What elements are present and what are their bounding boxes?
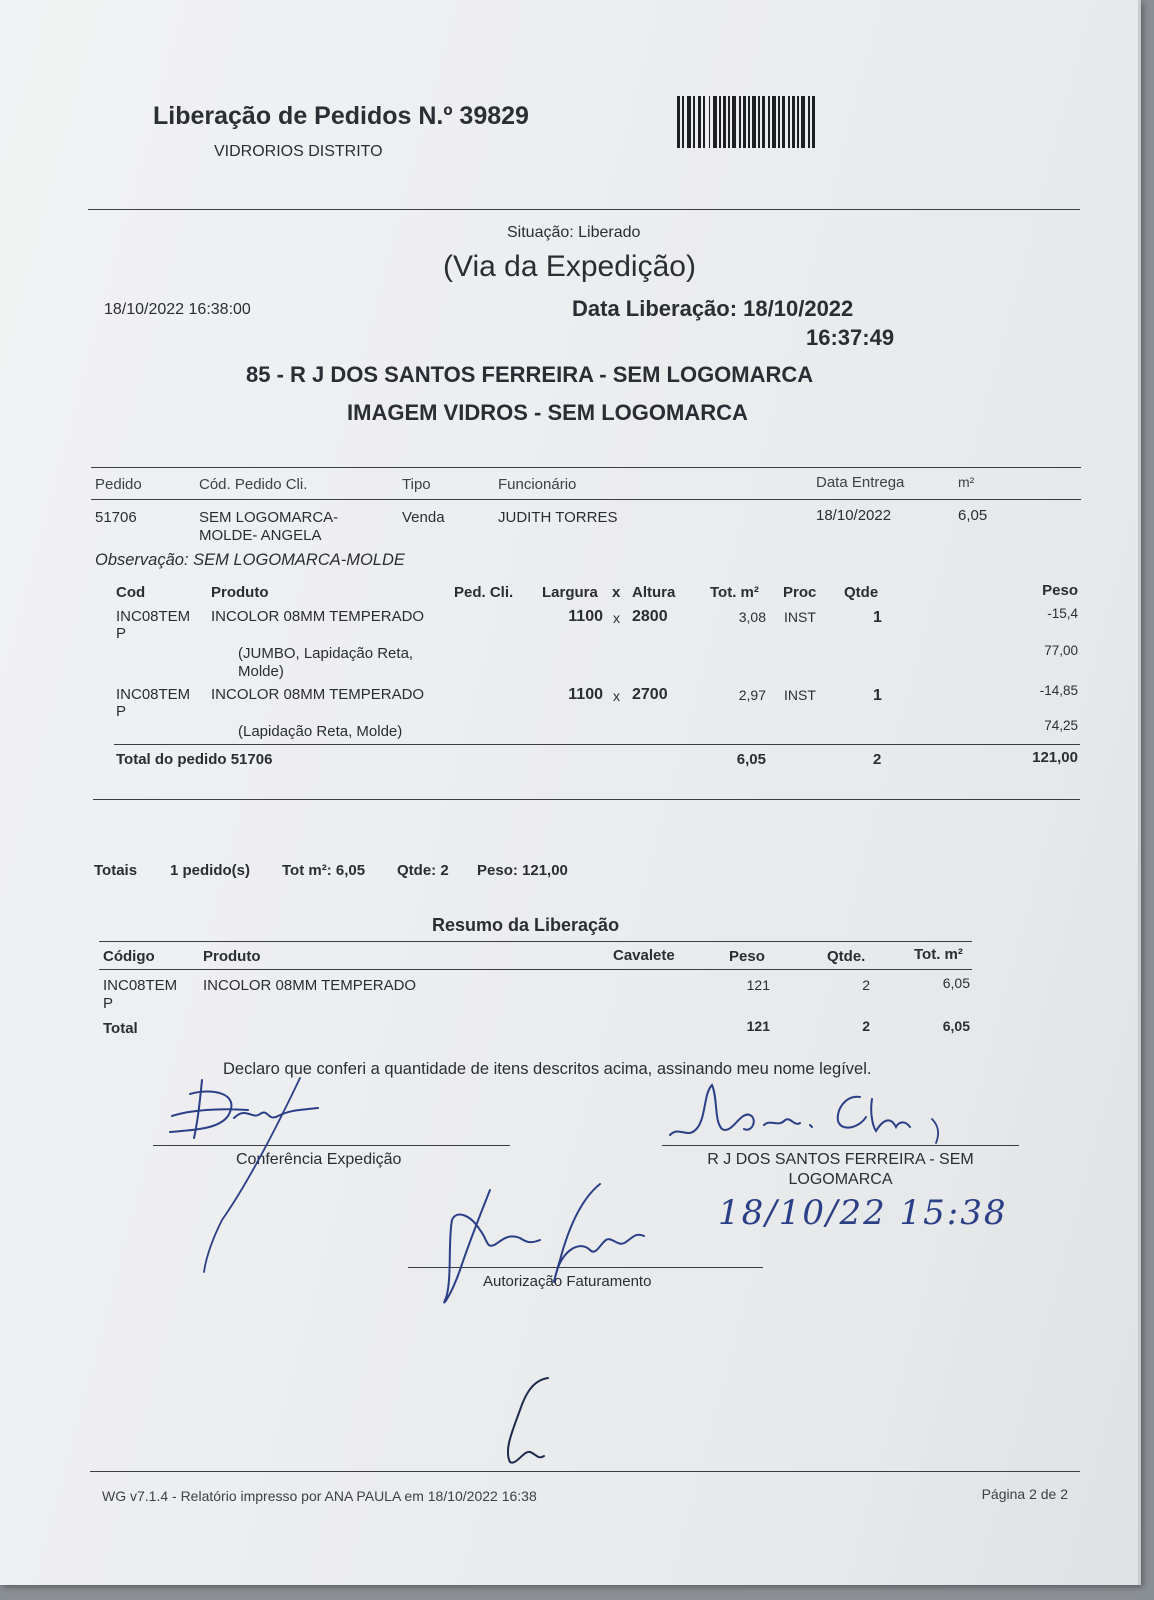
items-total-line xyxy=(114,744,1080,745)
items-total-label: Total do pedido 51706 xyxy=(116,751,273,768)
declaration-text: Declaro que conferi a quantidade de itens descritos acima, assinando meu nome legível. xyxy=(223,1060,872,1078)
resumo-codigo-1: INC08TEM xyxy=(103,977,178,994)
item-2-peso-2: 74,25 xyxy=(1044,718,1078,733)
initials-mark xyxy=(490,1370,570,1470)
items-col-x: x xyxy=(612,584,621,601)
handwritten-datetime: 18/10/22 15:38 xyxy=(718,1193,1008,1233)
resumo-codigo-2: P xyxy=(103,995,114,1012)
resumo-total-peso: 121 xyxy=(746,1018,770,1034)
item-1-detail-2: Molde) xyxy=(238,663,284,680)
items-total-peso: 121,00 xyxy=(1032,749,1078,766)
items-col-proc: Proc xyxy=(783,584,817,601)
item-2-tot-m2: 2,97 xyxy=(738,687,766,703)
resumo-col-qtde: Qtde. xyxy=(827,948,866,965)
item-1-cod-1: INC08TEM xyxy=(116,608,191,625)
signature-caption-client-2: LOGOMARCA xyxy=(788,1171,893,1188)
resumo-col-cavalete: Cavalete xyxy=(613,947,675,964)
resumo-peso: 121 xyxy=(746,977,770,993)
order-tipo: Venda xyxy=(402,509,445,526)
data-liberacao: Data Liberação: 18/10/2022 xyxy=(572,296,854,321)
item-1-peso-1: -15,4 xyxy=(1047,606,1078,621)
items-total-qtde: 2 xyxy=(873,751,882,768)
resumo-total-tot-m2: 6,05 xyxy=(942,1018,970,1034)
totais-peso: Peso: 121,00 xyxy=(477,862,568,879)
item-2-cod-2: P xyxy=(116,703,127,720)
totais-m2: Tot m²: 6,05 xyxy=(282,862,366,879)
printed-datetime: 18/10/2022 16:38:00 xyxy=(104,301,251,318)
header-divider xyxy=(88,209,1080,210)
order-funcionario: JUDITH TORRES xyxy=(498,509,618,526)
order-table-header-line xyxy=(91,499,1081,500)
item-2-qtde: 1 xyxy=(873,687,882,704)
footer-left: WG v7.1.4 - Relatório impresso por ANA PAULA em 18/10/2022 16:38 xyxy=(102,1488,537,1504)
item-2-cod-1: INC08TEM xyxy=(116,686,191,703)
items-col-tot-m2: Tot. m² xyxy=(710,584,759,601)
order-cod-cli-1: SEM LOGOMARCA- xyxy=(199,509,339,526)
resumo-col-codigo: Código xyxy=(103,948,155,965)
items-col-produto: Produto xyxy=(211,584,269,601)
items-col-cod: Cod xyxy=(116,584,146,601)
resumo-produto: INCOLOR 08MM TEMPERADO xyxy=(203,977,417,994)
item-1-altura: 2800 xyxy=(632,608,668,625)
col-funcionario: Funcionário xyxy=(498,476,577,493)
item-1-cod-2: P xyxy=(116,625,127,642)
item-1-detail-1: (JUMBO, Lapidação Reta, xyxy=(238,645,414,662)
resumo-col-produto: Produto xyxy=(203,948,261,965)
totais-label: Totais xyxy=(94,862,138,879)
item-1-qtde: 1 xyxy=(873,609,882,626)
items-col-ped-cli: Ped. Cli. xyxy=(454,584,514,601)
item-2-peso-1: -14,85 xyxy=(1039,683,1078,698)
order-cod-cli-2: MOLDE- ANGELA xyxy=(199,527,322,544)
col-cod-pedido-cli: Cód. Pedido Cli. xyxy=(199,476,308,493)
resumo-top-line xyxy=(99,941,972,942)
items-col-largura: Largura xyxy=(542,584,598,601)
via-label: (Via da Expedição) xyxy=(443,250,696,283)
item-2-altura: 2700 xyxy=(632,686,668,703)
order-pedido: 51706 xyxy=(95,509,137,526)
client-line-1: 85 - R J DOS SANTOS FERREIRA - SEM LOGOMARCA xyxy=(246,362,814,387)
item-1-x: x xyxy=(613,610,620,626)
order-data-entrega: 18/10/2022 xyxy=(816,507,892,524)
totais-pedidos: 1 pedido(s) xyxy=(170,862,251,879)
item-2-produto: INCOLOR 08MM TEMPERADO xyxy=(211,686,425,703)
barcode xyxy=(677,96,853,148)
item-1-largura: 1100 xyxy=(568,608,603,625)
resumo-total-qtde: 2 xyxy=(862,1018,870,1034)
resumo-col-tot-m2: Tot. m² xyxy=(914,946,963,963)
items-col-peso: Peso xyxy=(1042,582,1078,599)
resumo-total-label: Total xyxy=(103,1020,138,1037)
col-m2: m² xyxy=(958,474,975,490)
client-line-2: IMAGEM VIDROS - SEM LOGOMARCA xyxy=(347,400,748,425)
signature-autorizacao xyxy=(430,1180,660,1320)
observacao: Observação: SEM LOGOMARCA-MOLDE xyxy=(95,551,405,569)
items-total-m2: 6,05 xyxy=(736,751,766,768)
order-table-top-line xyxy=(91,467,1081,468)
document-title: Liberação de Pedidos N.º 39829 xyxy=(153,102,529,130)
item-1-peso-2: 77,00 xyxy=(1044,643,1078,658)
item-2-x: x xyxy=(613,688,620,704)
data-liberacao-time: 16:37:49 xyxy=(806,325,895,350)
resumo-title: Resumo da Liberação xyxy=(432,915,620,935)
col-pedido: Pedido xyxy=(95,476,142,493)
situacao: Situação: Liberado xyxy=(507,224,641,241)
signature-caption-client-1: R J DOS SANTOS FERREIRA - SEM xyxy=(707,1151,974,1168)
signature-client xyxy=(660,1075,960,1155)
item-2-proc: INST xyxy=(784,687,816,703)
footer-page-number: Página 2 de 2 xyxy=(981,1486,1068,1502)
resumo-col-peso: Peso xyxy=(729,948,765,965)
signature-caption-conferencia: Conferência Expedição xyxy=(236,1151,402,1168)
footer-line xyxy=(90,1471,1080,1472)
items-col-qtde: Qtde xyxy=(844,584,879,601)
items-bottom-line xyxy=(93,799,1080,800)
item-1-tot-m2: 3,08 xyxy=(738,609,766,625)
item-1-proc: INST xyxy=(784,609,816,625)
item-2-detail-1: (Lapidação Reta, Molde) xyxy=(238,723,403,740)
company-name: VIDRORIOS DISTRITO xyxy=(214,143,383,160)
totais-qtde: Qtde: 2 xyxy=(397,862,449,879)
order-m2: 6,05 xyxy=(958,507,988,524)
col-tipo: Tipo xyxy=(402,476,431,493)
resumo-header-line xyxy=(99,969,972,970)
resumo-tot-m2: 6,05 xyxy=(942,975,970,991)
items-col-altura: Altura xyxy=(632,584,676,601)
signature-caption-autorizacao: Autorização Faturamento xyxy=(483,1273,652,1290)
resumo-qtde: 2 xyxy=(862,977,870,993)
item-1-produto: INCOLOR 08MM TEMPERADO xyxy=(211,608,425,625)
item-2-largura: 1100 xyxy=(568,686,603,703)
signature-conferencia xyxy=(150,1070,350,1280)
col-data-entrega: Data Entrega xyxy=(816,474,905,491)
